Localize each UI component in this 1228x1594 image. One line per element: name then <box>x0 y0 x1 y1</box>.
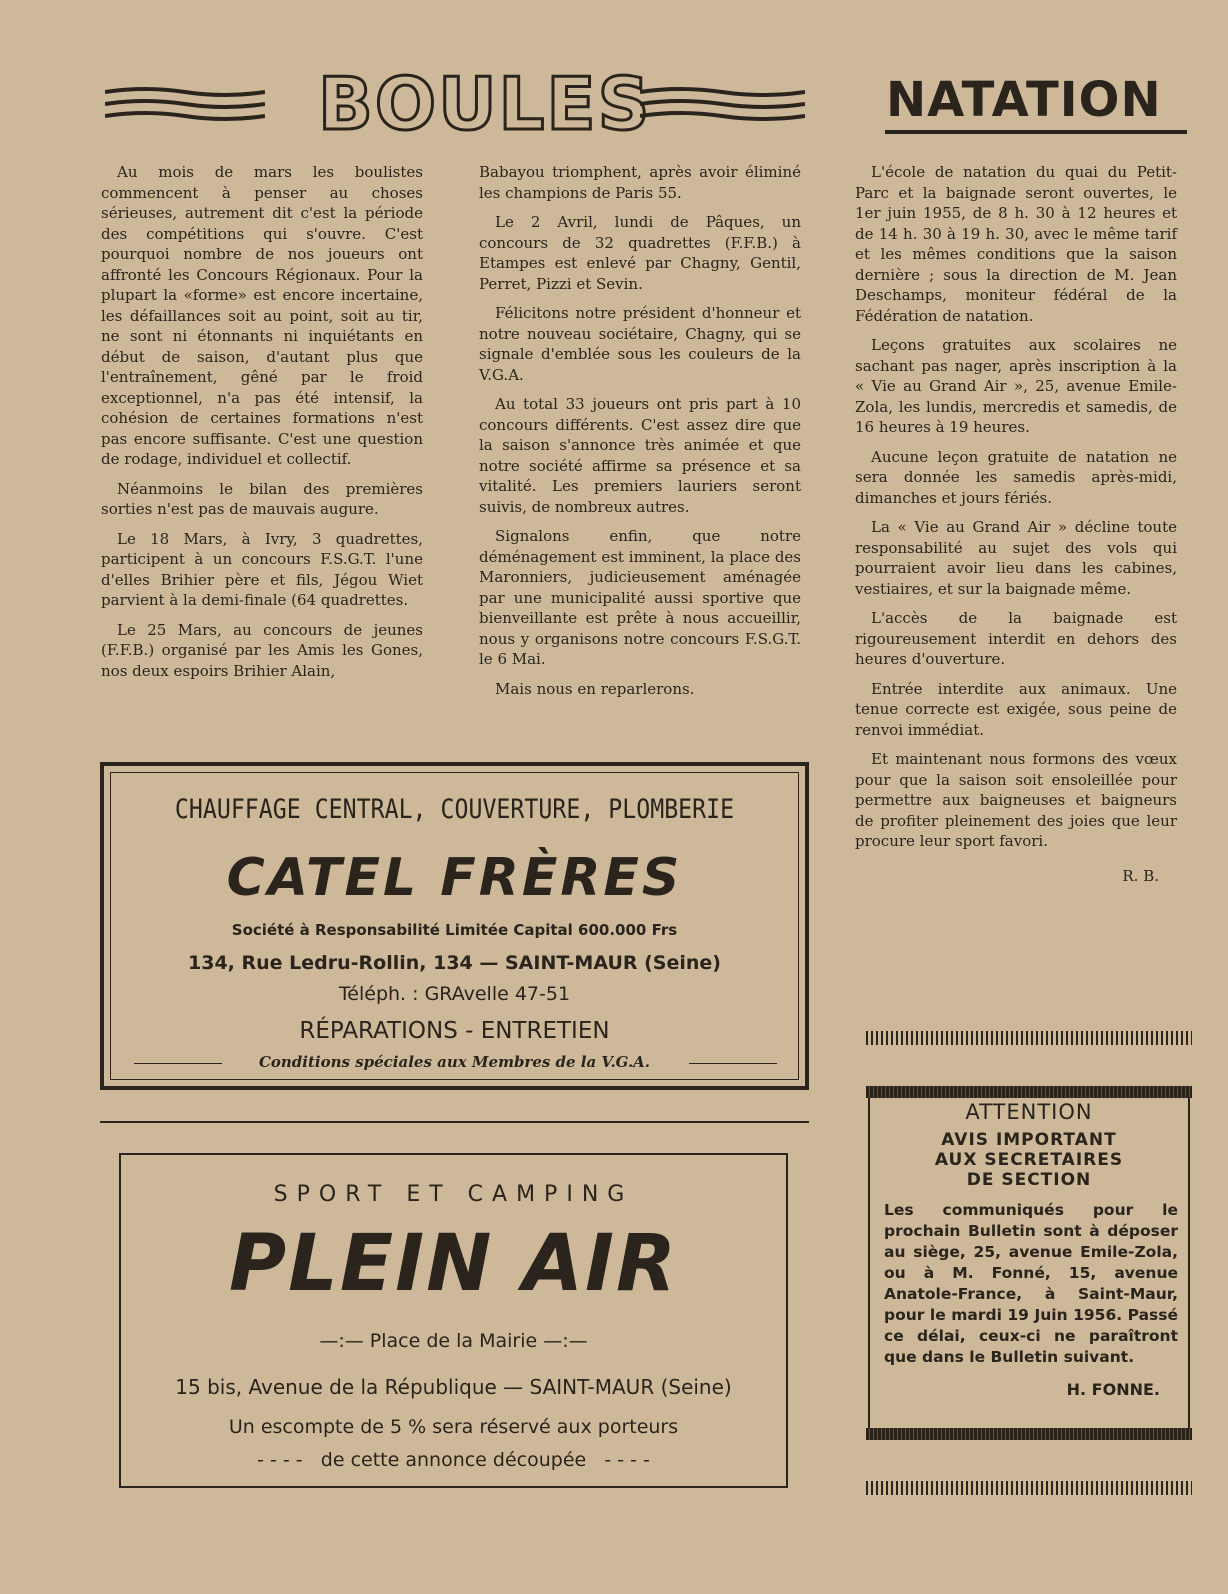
ad-offer-line2: - - - - de cette annonce découpée - - - - <box>257 1449 650 1471</box>
boules-left-ornament <box>105 86 265 122</box>
boules-column-2 <box>479 162 801 708</box>
natation-paragraph: L'école de natation du quai du Petit-Parc et la baignade seront ouvertes, le 1er juin 1955, de 8 h. 30 à 12 heures et de 14 h. 30 à 19 h. 30, avec le même tarif et les mêmes conditions que la saison dernière ; sous la direction de M. Jean Deschamps, moniteur fédéral de la Fédération de natation. <box>855 163 1177 325</box>
attention-signature: H. FONNE. <box>1066 1380 1160 1399</box>
attention-heading-1: AVIS IMPORTANT <box>941 1130 1117 1150</box>
ad-conditions-rule-right <box>689 1063 777 1064</box>
natation-paragraph: Entrée interdite aux animaux. Une tenue correcte est exigée, sous peine de renvoi immédiat. <box>855 679 1177 739</box>
boules-paragraph: Au mois de mars les boulistes commencent à penser au choses sérieuses, autrement dit c'est la période des compétitions qui s'ouvre. C'est pourquoi nombre de nos joueurs ont affronté les Concours Régionaux. Pour la plupart la «forme» est encore incertaine, les défaillances soit au point, soit au tir, ne sont ni étonnants ni inquiétants en début de saison, d'autant plus que l'entraînement, gêné par le froid exceptionnel, n'a pas été intensif, la cohésion de certaines formations n'est pas encore suffisante. C'est une question de rodage, individuel et collectif. <box>101 163 423 468</box>
boules-column-1 <box>101 162 423 690</box>
natation-paragraph: La « Vie au Grand Air » décline toute responsabilité au sujet des vols qui pourraient avoir lieu dans les cabines, vestiaires, et sur la baignade même. <box>855 518 1177 598</box>
boules-paragraph: Signalons enfin, que notre déménagement est imminent, la place des Maronniers, judicieusement aménagée par une municipalité aussi sportive que bienveillante est prête à nous accueillir, nous y organisons notre concours F.S.G.T. le 6 Mai. <box>479 527 801 668</box>
boules-paragraph: Néanmoins le bilan des premières sorties n'est pas de mauvais augure. <box>101 479 423 518</box>
boules-paragraph: Mais nous en reparlerons. <box>495 679 695 698</box>
boules-header: BOULES <box>318 62 652 146</box>
boules-paragraph: Félicitons notre président d'honneur et notre nouveau sociétaire, Chagny, qui se signale d'emblée sous les couleurs de la V.G.A. <box>479 304 801 384</box>
ad-shop-address: 15 bis, Avenue de la République — SAINT-MAUR (Seine) <box>175 1375 732 1399</box>
notice-bottom-band <box>866 1428 1192 1440</box>
natation-column <box>855 162 1177 886</box>
attention-heading-3: DE SECTION <box>966 1170 1092 1190</box>
attention-notice <box>868 1098 1190 1428</box>
separator-barcode-bottom <box>866 1481 1192 1495</box>
notice-top-band <box>866 1086 1192 1098</box>
attention-heading-2: AUX SECRETAIRES <box>934 1150 1124 1170</box>
natation-header: NATATION <box>886 72 1162 128</box>
ad-place: —:— Place de la Mairie —:— <box>319 1330 588 1352</box>
natation-header-underline <box>885 130 1187 134</box>
boules-paragraph: Le 18 Mars, à Ivry, 3 quadrettes, participent à un concours F.S.G.T. l'une d'elles Brihier père et fils, Jégou Wiet parvient à la demi-finale (64 quadrettes. <box>101 529 423 609</box>
section-divider <box>100 1121 809 1123</box>
natation-signature: R. B. <box>1122 866 1159 885</box>
boules-right-ornament <box>640 86 805 122</box>
natation-paragraph: Leçons gratuites aux scolaires ne sachant pas nager, après inscription à la « Vie au Grand Air », 25, avenue Emile-Zola, les lundis, mercredis et samedis, de 16 heures à 19 heures. <box>855 336 1177 436</box>
ad-phone: Téléph. : GRAvelle 47-51 <box>338 983 571 1005</box>
ad-shop-name: PLEIN AIR <box>228 1219 679 1309</box>
attention-body: Les communiqués pour le prochain Bulletin sont à déposer au siège, 25, avenue Emile-Zola, ou à M. Fonné, 15, avenue Anatole-France, à Saint-Maur, pour le mardi 19 Juin 1956. Passé ce délai, ceux-ci ne paraîtront que dans le Bulletin suivant. <box>884 1201 1178 1366</box>
ad-tagline: SPORT ET CAMPING <box>273 1182 634 1207</box>
ad-conditions: Conditions spéciales aux Membres de la V.G.A. <box>258 1053 651 1071</box>
attention-title: ATTENTION <box>965 1100 1093 1124</box>
boules-paragraph: Le 2 Avril, lundi de Pâques, un concours de 32 quadrettes (F.F.B.) à Etampes est enlevé par Chagny, Gentil, Perret, Pizzi et Sevin. <box>479 213 801 293</box>
ad-company-name: CATEL FRÈRES <box>226 848 683 908</box>
separator-barcode-top <box>866 1031 1192 1045</box>
ad-offer-line1: Un escompte de 5 % sera réservé aux porteurs <box>228 1416 679 1438</box>
ad-services-line: CHAUFFAGE CENTRAL, COUVERTURE, PLOMBERIE <box>174 794 735 825</box>
natation-paragraph: L'accès de la baignade est rigoureusement interdit en dehors des heures d'ouverture. <box>855 609 1177 668</box>
boules-paragraph: Babayou triomphent, après avoir éliminé les champions de Paris 55. <box>479 163 801 202</box>
boules-paragraph: Le 25 Mars, au concours de jeunes (F.F.B.) organisé par les Amis les Gones, nos deux espoirs Brihier Alain, <box>101 620 423 680</box>
natation-paragraph: Aucune leçon gratuite de natation ne sera donnée les samedis après-midi, dimanches et jours fériés. <box>855 447 1177 507</box>
boules-paragraph: Au total 33 joueurs ont pris part à 10 concours différents. C'est assez dire que la saison s'annonce très animée et que notre société affirme sa présence et sa vitalité. Les premiers lauriers seront suivis, de nombreux autres. <box>479 395 801 516</box>
catel-freres-ad <box>100 762 809 1090</box>
ad-repairs: RÉPARATIONS - ENTRETIEN <box>299 1018 610 1044</box>
plein-air-ad <box>119 1153 788 1488</box>
ad-company-legal: Société à Responsabilité Limitée Capital 600.000 Frs <box>231 921 678 939</box>
ad-address: 134, Rue Ledru-Rollin, 134 — SAINT-MAUR (Seine) <box>188 952 721 974</box>
natation-paragraph: Et maintenant nous formons des vœux pour que la saison soit ensoleillée pour permettre aux baigneuses et baigneurs de profiter pleinement des joies que leur procure leur sport favori. <box>855 750 1177 850</box>
